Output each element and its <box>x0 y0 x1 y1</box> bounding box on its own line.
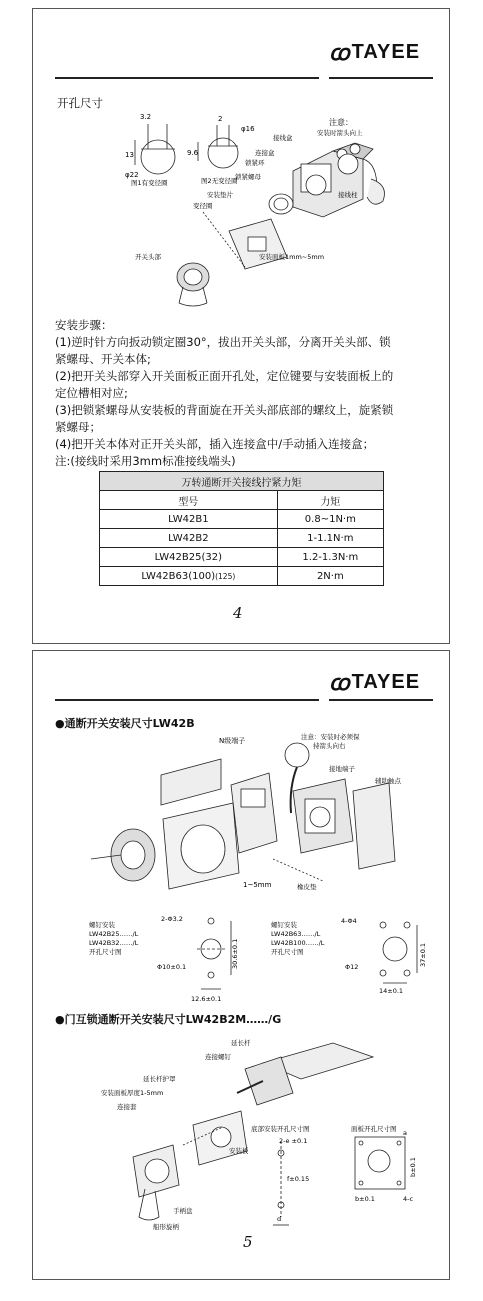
bottom-holes: 2-e ±0.1 <box>279 1137 308 1145</box>
table-row <box>100 510 384 529</box>
dim-32-label: 3.2 <box>140 113 152 121</box>
label-lock-ring: 锁紧环 <box>245 159 265 167</box>
screw2-model-2: LW42B100……/L <box>271 939 325 947</box>
cell-model <box>100 567 278 586</box>
cutout-diagram <box>33 109 449 309</box>
gasket-bar-illustration <box>161 759 221 805</box>
switch-body-illustration <box>293 779 353 853</box>
bottom-cutout-title: 底部安装开孔尺寸图 <box>251 1125 310 1133</box>
label-screw: 连接螺钉 <box>205 1053 231 1061</box>
lw42b-exploded-view <box>33 731 449 893</box>
table-header-torque: 力矩 <box>277 491 383 510</box>
page-number: 5 <box>243 1233 253 1251</box>
switch-head-illustration <box>177 263 209 306</box>
section-lw42b2m: ●门互锁通断开关安装尺寸LW42B2M……/G <box>55 1013 282 1026</box>
torque-table <box>99 471 384 586</box>
brand-wordmark: TAYEE <box>351 670 421 693</box>
table-row <box>100 548 384 567</box>
label-extension: 延长杆 <box>231 1039 251 1047</box>
screw-cutout-drawings <box>33 913 449 1003</box>
label-ground: 接地端子 <box>329 765 355 773</box>
screw1-title: 螺钉安装 <box>89 921 115 929</box>
table-row <box>100 529 384 548</box>
brand-logo <box>329 667 420 697</box>
label-junction-box: 接线盒 <box>273 134 293 142</box>
page-number: 4 <box>233 604 243 622</box>
label-reducer: 变径圈 <box>193 202 213 210</box>
screw1-diameter: Φ10±0.1 <box>157 963 187 971</box>
fig2-hole <box>208 138 238 168</box>
label-cover: 延长杆护罩 <box>143 1075 176 1083</box>
screw2-title: 螺钉安装 <box>271 921 297 929</box>
label-gap: 1~5mm <box>243 881 272 889</box>
screw1-model-2: LW42B32……/L <box>89 939 139 947</box>
screw2-width: 14±0.1 <box>379 987 404 995</box>
note-text: 安装时箭头向上 <box>317 129 363 137</box>
note-line-1: 注意：安装时必须保 <box>301 733 360 741</box>
label-gasket: 橡皮垫 <box>297 883 317 891</box>
screw1-width: 12.6±0.1 <box>191 995 222 1003</box>
step-line: (4)把开关本体对正开关头部，插入连接盒中/手动插入连接盒； <box>55 437 375 451</box>
header-rule-right <box>329 699 433 701</box>
label-connector: 连接盒 <box>255 149 275 157</box>
step-line: (3)把锁紧螺母从安装板的背面旋在开关头部底部的螺纹上，旋紧锁 <box>55 403 394 417</box>
label-lock-nut: 锁紧螺母 <box>235 173 261 181</box>
screw1-model-1: LW42B25……/L <box>89 930 139 938</box>
dim-16-label: φ16 <box>241 125 255 133</box>
cell-model: LW42B25(32) <box>100 548 278 567</box>
dim-96-label: 9.6 <box>187 149 199 157</box>
screw2-diameter: Φ12 <box>345 963 359 971</box>
door-c: 4-c <box>403 1195 414 1203</box>
arrow-indicator-icon <box>285 743 309 767</box>
lw42b2m-cutout-drawings <box>243 1121 443 1231</box>
install-steps <box>55 317 447 470</box>
step-line: 紧螺母、开关本体; <box>55 352 151 366</box>
door-a: a <box>403 1129 407 1137</box>
page-4 <box>32 8 450 644</box>
bottom-d: d <box>277 1215 282 1223</box>
label-panel-thickness: 安装面板厚度1-5mm <box>101 1089 164 1097</box>
table-header-model: 型号 <box>100 491 278 510</box>
steps-title: 安装步骤： <box>55 318 113 332</box>
cutout2-hole <box>383 937 407 961</box>
label-terminal: 接线柱 <box>338 191 358 199</box>
header-rule-left <box>55 77 319 79</box>
label-panel: 安装面板1mm~5mm <box>259 253 325 261</box>
fig1-caption: 图1有变径圈 <box>131 179 168 187</box>
screw1-holes: 2-Φ3.2 <box>161 915 183 923</box>
screw1-height: 30.6±0.1 <box>231 938 239 969</box>
label-n-terminal: N级端子 <box>219 737 246 745</box>
label-plate: 安装板 <box>229 1147 249 1155</box>
section-lw42b: ●通断开关安装尺寸LW42B <box>55 717 195 730</box>
step-line: (2)把开关头部穿入开关面板正面开孔处，定位键要与安装面板上的 <box>55 369 394 383</box>
fig1-hole <box>141 140 175 174</box>
door-cutout-title: 面板开孔尺寸图 <box>351 1125 397 1133</box>
lock-ring-illustration <box>269 194 293 214</box>
dim-22-label: φ22 <box>125 171 139 179</box>
screw1-caption: 开孔尺寸图 <box>89 948 122 956</box>
section-heading: 开孔尺寸 <box>57 96 103 110</box>
label-handle: 船形旋柄 <box>153 1223 179 1231</box>
header-rule-left <box>55 699 319 701</box>
cell-torque: 1-1.1N·m <box>277 529 383 548</box>
screw2-model-1: LW42B63……/L <box>271 930 321 938</box>
door-b: b±0.1 <box>409 1157 417 1177</box>
step-line: (1)逆时针方向扳动锁定圈30°，拔出开关头部，分离开关头部、锁 <box>55 335 391 349</box>
label-handle-plate: 手柄盘 <box>173 1207 193 1215</box>
step-line: 注:(接线时采用3mm标准接线端头) <box>55 454 236 468</box>
label-pad: 安装垫片 <box>207 191 233 199</box>
brand-mark-icon: ꭃ <box>329 670 348 696</box>
switch-body-illustration <box>293 143 377 217</box>
cell-model-main: LW42B63(100) <box>141 570 216 582</box>
table-title: 万转通断开关接线拧紧力矩 <box>100 472 384 491</box>
screw2-caption: 开孔尺寸图 <box>271 948 304 956</box>
label-sleeve: 连接套 <box>117 1103 137 1111</box>
cell-model: LW42B1 <box>100 510 278 529</box>
screw2-holes: 4-Φ4 <box>341 917 357 925</box>
dim-13-label: 13 <box>125 151 134 159</box>
door-b-bottom: b±0.1 <box>355 1195 375 1203</box>
step-line: 紧螺母； <box>55 420 101 434</box>
cell-model-suffix: (125) <box>215 571 236 581</box>
label-aux: 辅助触点 <box>375 777 401 785</box>
header-rule-right <box>329 77 433 79</box>
aux-contact-illustration <box>353 783 395 869</box>
handle-illustration <box>91 829 155 881</box>
fig2-caption: 图2无变径圈 <box>201 177 238 185</box>
brand-mark-icon: ꭃ <box>329 40 348 66</box>
screw2-height: 37±0.1 <box>419 942 427 967</box>
cell-torque: 1.2-1.3N·m <box>277 548 383 567</box>
n-terminal-illustration <box>231 773 277 853</box>
cell-torque: 2N·m <box>277 567 383 586</box>
note-line-2: 持箭头向右 <box>313 742 346 750</box>
bottom-f: f±0.15 <box>287 1175 310 1183</box>
label-head: 开关头部 <box>135 253 161 261</box>
page-5 <box>32 650 450 1280</box>
dim-2-label: 2 <box>218 115 223 123</box>
note-title: 注意： <box>329 118 353 127</box>
brand-logo <box>329 37 420 67</box>
table-row <box>100 567 384 586</box>
cell-model: LW42B2 <box>100 529 278 548</box>
brand-wordmark: TAYEE <box>351 40 421 63</box>
step-line: 定位槽相对应; <box>55 386 128 400</box>
cell-torque: 0.8~1N·m <box>277 510 383 529</box>
